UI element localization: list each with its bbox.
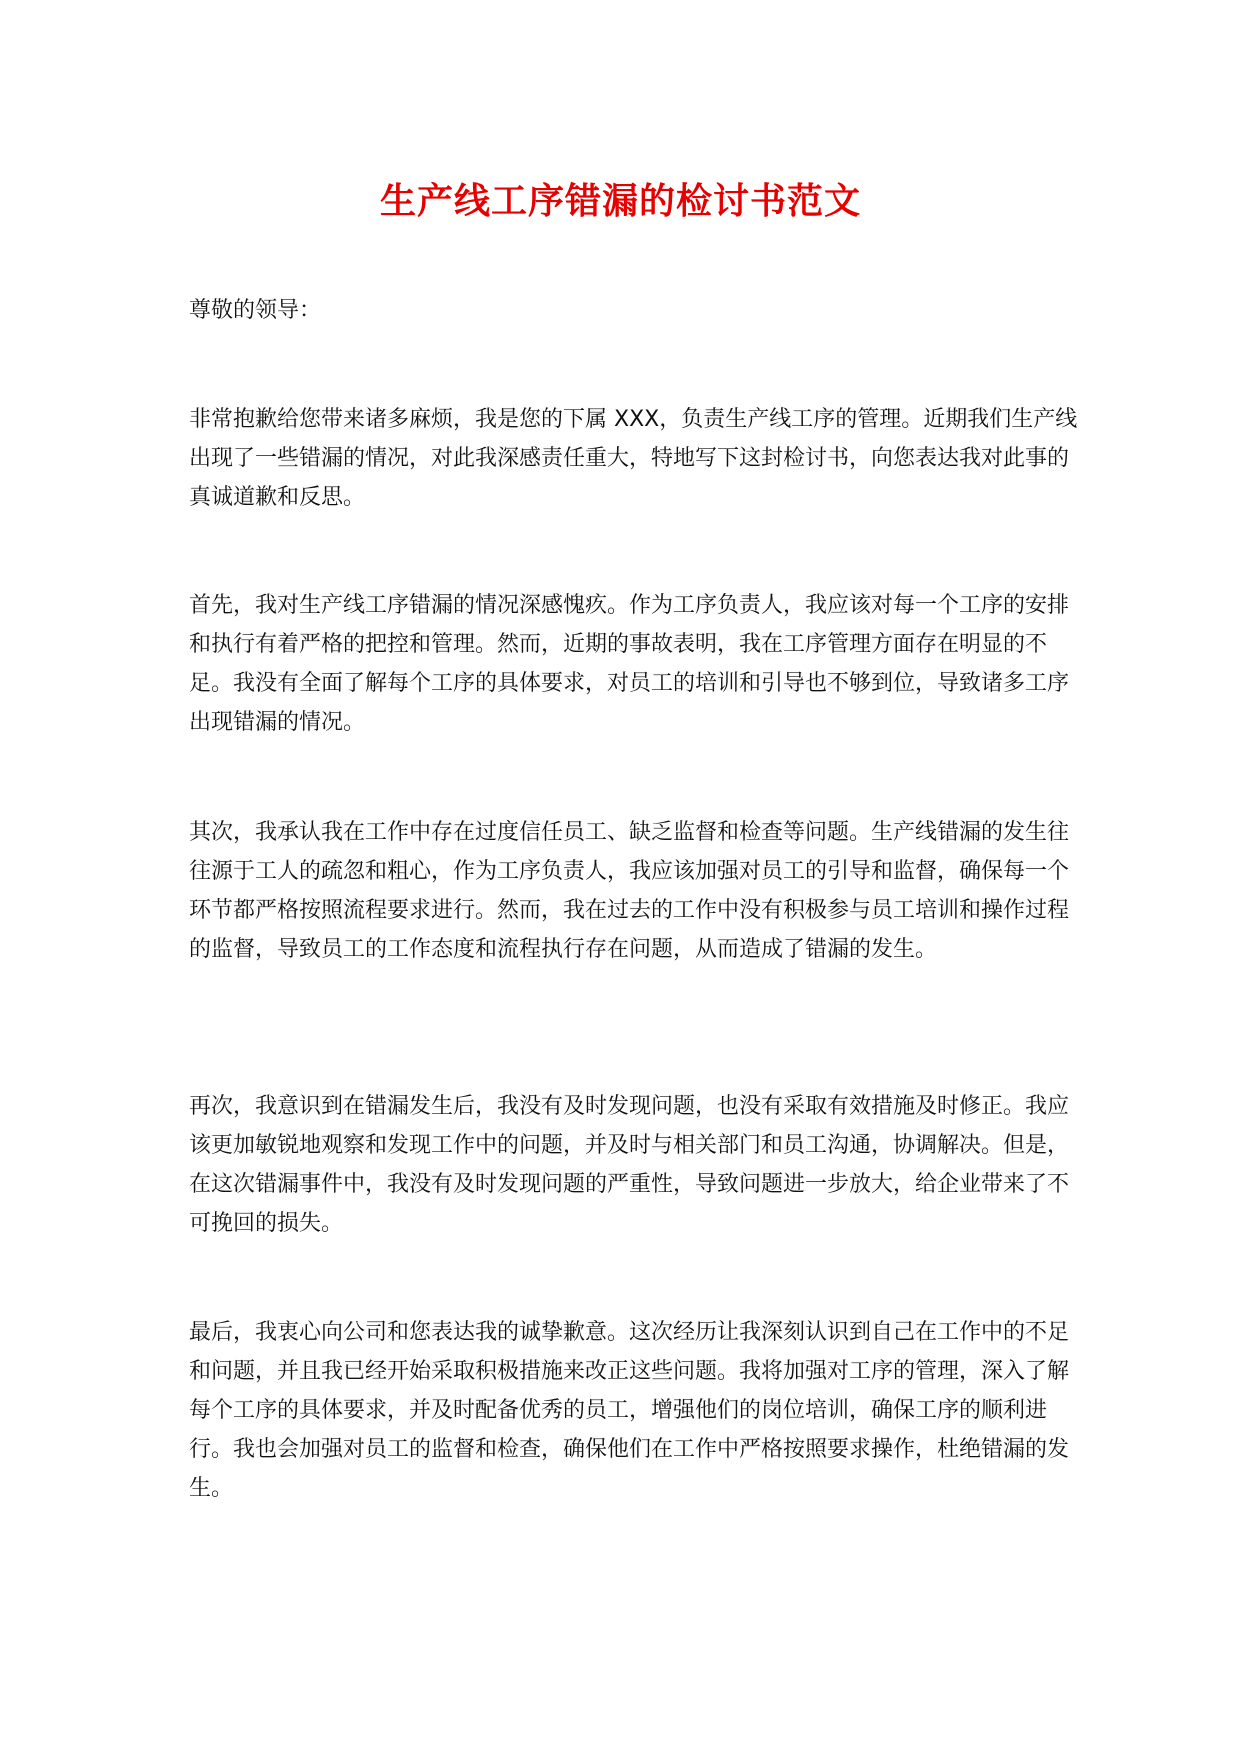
paragraph-3: 其次，我承认我在工作中存在过度信任员工、缺乏监督和检查等问题。生产线错漏的发生往往源于工人的疏忽和粗心，作为工序负责人，我应该加强对员工的引导和监督，确保每一个环节都严格按照流程要求进行。然而，我在过去的工作中没有积极参与员工培训和操作过程的监督，导致员工的工作态度和流程执行存在问题，从而造成了错漏的发生。 (189, 820, 1070, 962)
salutation: 尊敬的领导： (189, 298, 322, 323)
paragraph-1: 非常抱歉给您带来诸多麻烦，我是您的下属 XXX，负责生产线工序的管理。近期我们生产线出现了一些错漏的情况，对此我深感责任重大，特地写下这封检讨书，向您表达我对此事的真诚道歉和反思。 (189, 407, 1078, 510)
paragraph-2: 首先，我对生产线工序错漏的情况深感愧疚。作为工序负责人，我应该对每一个工序的安排和执行有着严格的把控和管理。然而，近期的事故表明，我在工序管理方面存在明显的不足。我没有全面了解每个工序的具体要求，对员工的培训和引导也不够到位，导致诸多工序出现错漏的情况。 (189, 593, 1070, 735)
paragraph-5: 最后，我衷心向公司和您表达我的诚挚歉意。这次经历让我深刻认识到自己在工作中的不足和问题，并且我已经开始采取积极措施来改正这些问题。我将加强对工序的管理，深入了解每个工序的具体要求，并及时配备优秀的员工，增强他们的岗位培训，确保工序的顺利进行。我也会加强对员工的监督和检查，确保他们在工作中严格按照要求操作，杜绝错漏的发生。 (189, 1320, 1070, 1501)
document-title: 生产线工序错漏的检讨书范文 (379, 181, 861, 222)
paragraph-4: 再次，我意识到在错漏发生后，我没有及时发现问题，也没有采取有效措施及时修正。我应该更加敏锐地观察和发现工作中的问题，并及时与相关部门和员工沟通，协调解决。但是，在这次错漏事件中，我没有及时发现问题的严重性，导致问题进一步放大，给企业带来了不可挽回的损失。 (189, 1094, 1070, 1236)
